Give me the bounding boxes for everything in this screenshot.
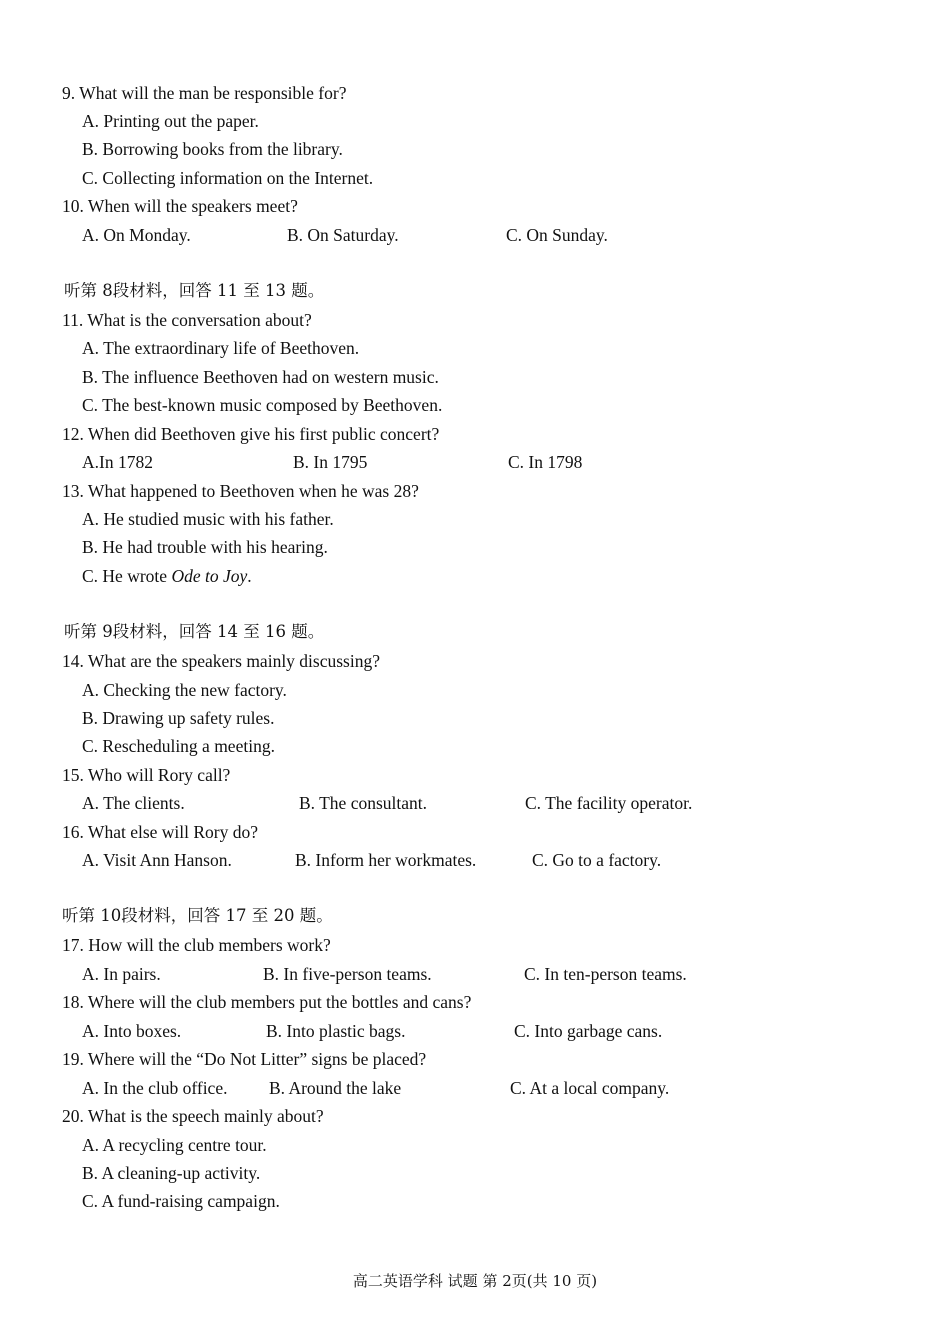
question-19-option-b: B. Around the lake <box>269 1078 402 1098</box>
question-15-option-a: A. The clients. <box>82 793 185 813</box>
question-10-option-a: A. On Monday. <box>82 225 191 245</box>
question-18-option-c: C. Into garbage cans. <box>514 1021 663 1041</box>
option-c-suffix: . <box>247 566 252 586</box>
question-10-option-b: B. On Saturday. <box>287 225 399 245</box>
section-8-heading: 听第 8段材料，回答 11 至 13 题。 <box>64 281 325 300</box>
question-16-stem: 16. What else will Rory do? <box>62 822 259 842</box>
question-9-option-b: B. Borrowing books from the library. <box>82 139 343 159</box>
question-19-option-a: A. In the club office. <box>82 1078 228 1098</box>
question-10-stem: 10. When will the speakers meet? <box>62 196 298 216</box>
question-15-option-c: C. The facility operator. <box>525 793 693 813</box>
question-11-option-b: B. The influence Beethoven had on western music. <box>82 367 439 387</box>
section-10-heading: 听第 10段材料，回答 17 至 20 题。 <box>62 906 333 925</box>
question-16-option-c: C. Go to a factory. <box>532 850 662 870</box>
question-13-option-a: A. He studied music with his father. <box>82 509 334 529</box>
question-18-stem: 18. Where will the club members put the bottles and cans? <box>62 992 472 1012</box>
question-18-option-a: A. Into boxes. <box>82 1021 182 1041</box>
question-16-option-b: B. Inform her workmates. <box>295 850 477 870</box>
question-17-option-b: B. In five-person teams. <box>263 964 432 984</box>
question-15-option-b: B. The consultant. <box>299 793 427 813</box>
question-18-option-b: B. Into plastic bags. <box>266 1021 406 1041</box>
question-9-option-c: C. Collecting information on the Internet. <box>82 168 374 188</box>
question-11-option-c: C. The best-known music composed by Beethoven. <box>82 395 443 415</box>
question-10-option-c: C. On Sunday. <box>506 225 608 245</box>
question-20-option-a: A. A recycling centre tour. <box>82 1135 267 1155</box>
question-12-option-b: B. In 1795 <box>293 452 368 472</box>
question-12-option-c: C. In 1798 <box>508 452 583 472</box>
question-14-option-b: B. Drawing up safety rules. <box>82 708 275 728</box>
question-20-option-b: B. A cleaning-up activity. <box>82 1163 261 1183</box>
song-title: Ode to Joy <box>171 566 248 586</box>
question-12-option-a: A.In 1782 <box>82 452 153 472</box>
question-20-option-c: C. A fund-raising campaign. <box>82 1191 280 1211</box>
question-14-option-a: A. Checking the new factory. <box>82 680 287 700</box>
question-13-option-b: B. He had trouble with his hearing. <box>82 537 328 557</box>
question-14-option-c: C. Rescheduling a meeting. <box>82 736 275 756</box>
question-12-stem: 12. When did Beethoven give his first public concert? <box>62 424 440 444</box>
question-9-stem: 9. What will the man be responsible for? <box>62 83 347 103</box>
question-9-option-a: A. Printing out the paper. <box>82 111 259 131</box>
question-11-option-a: A. The extraordinary life of Beethoven. <box>82 338 360 358</box>
question-19-option-c: C. At a local company. <box>510 1078 670 1098</box>
question-17-option-c: C. In ten-person teams. <box>524 964 687 984</box>
question-13-option-c <box>82 565 252 587</box>
question-20-stem: 20. What is the speech mainly about? <box>62 1106 324 1126</box>
option-c-prefix: C. He wrote <box>82 566 172 586</box>
question-15-stem: 15. Who will Rory call? <box>62 765 231 785</box>
page-footer: 高二英语学科 试题 第 2页(共 10 页) <box>352 1272 598 1290</box>
section-9-heading: 听第 9段材料，回答 14 至 16 题。 <box>64 622 325 641</box>
question-17-option-a: A. In pairs. <box>82 964 161 984</box>
question-19-stem: 19. Where will the “Do Not Litter” signs be placed? <box>62 1049 427 1069</box>
question-16-option-a: A. Visit Ann Hanson. <box>82 850 232 870</box>
question-14-stem: 14. What are the speakers mainly discussing? <box>62 651 380 671</box>
question-11-stem: 11. What is the conversation about? <box>62 310 312 330</box>
question-17-stem: 17. How will the club members work? <box>62 935 331 955</box>
question-13-stem: 13. What happened to Beethoven when he was 28? <box>62 481 419 501</box>
